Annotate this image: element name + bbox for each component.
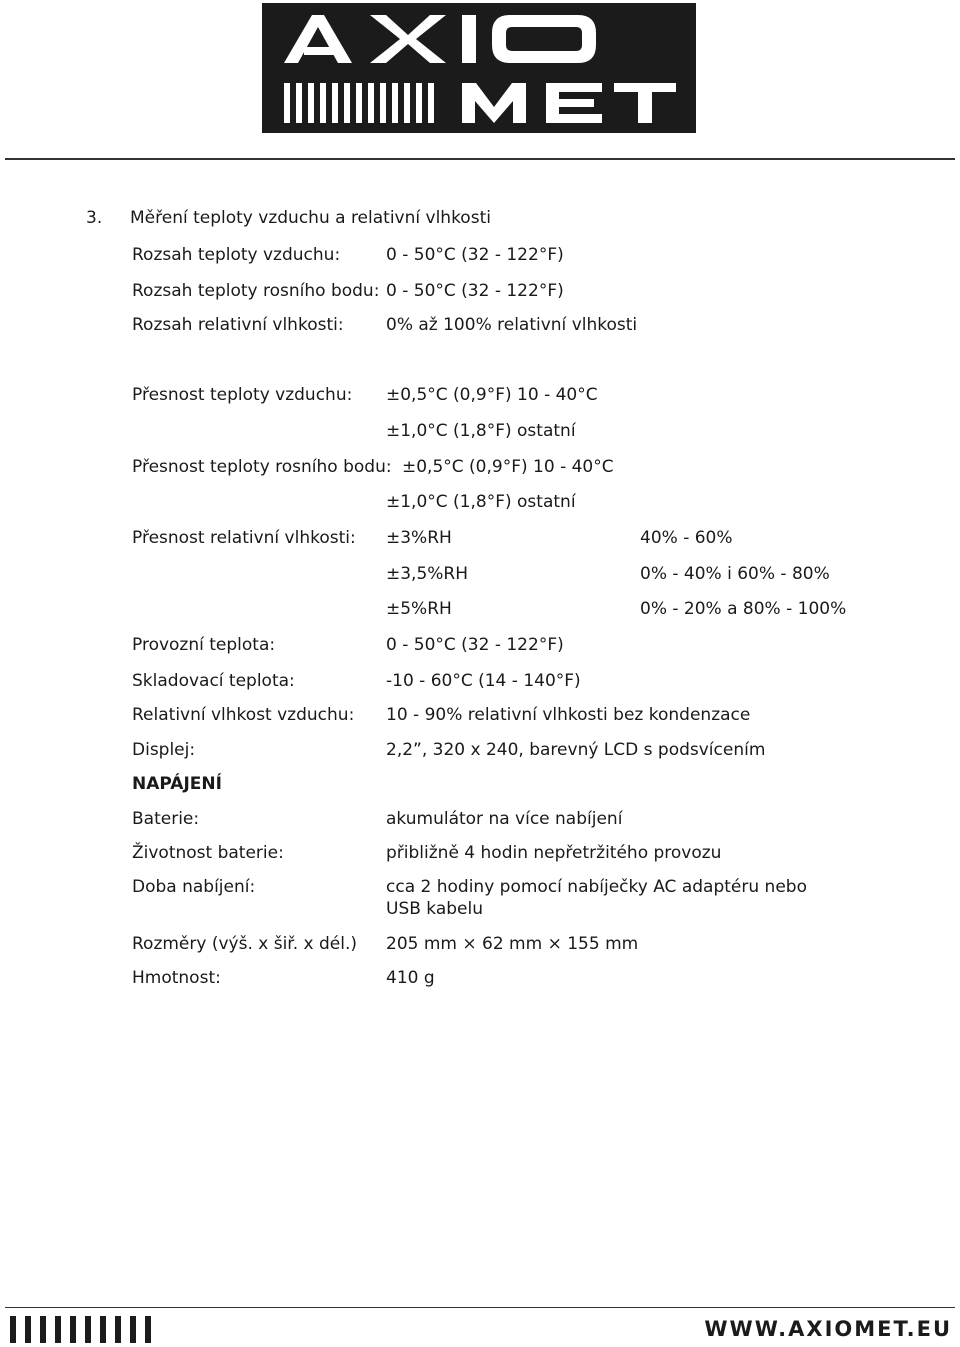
spec-value: přibližně 4 hodin nepřetržitého provozu [386, 843, 722, 863]
spec-label: Rozsah teploty rosního bodu: [132, 281, 380, 301]
spec-value: 10 - 90% relativní vlhkosti bez kondenzace [386, 705, 751, 725]
spec-label: Skladovací teplota: [132, 671, 295, 691]
spec-value: 410 g [386, 968, 435, 988]
spec-value: 2,2”, 320 x 240, barevný LCD s podsvícením [386, 740, 766, 760]
spec-value: ±3,5%RH [386, 564, 469, 584]
spec-label: Přesnost teploty vzduchu: [132, 385, 353, 405]
footer-bars-decoration [10, 1316, 151, 1343]
spec-value: ±5%RH [386, 599, 452, 619]
spec-value: 0 - 50°C (32 - 122°F) [386, 281, 564, 301]
spec-label: Baterie: [132, 809, 200, 829]
spec-label: Životnost baterie: [132, 843, 284, 863]
spec-label: Displej: [132, 740, 196, 760]
spec-label: Rozměry (výš. x šiř. x dél.) [132, 934, 358, 954]
axiomet-logo [262, 3, 696, 133]
spec-value: ±1,0°C (1,8°F) ostatní [386, 492, 576, 512]
spec-value: 0 - 50°C (32 - 122°F) [386, 245, 564, 265]
spec-label: Hmotnost: [132, 968, 221, 988]
spec-label: Přesnost relativní vlhkosti: [132, 528, 356, 548]
spec-value: cca 2 hodiny pomocí nabíječky AC adaptéru nebo [386, 877, 807, 897]
spec-value: ±1,0°C (1,8°F) ostatní [386, 421, 576, 441]
spec-label: Relativní vlhkost vzduchu: [132, 705, 355, 725]
spec-range: 0% - 40% i 60% - 80% [640, 564, 830, 584]
spec-label: Provozní teplota: [132, 635, 276, 655]
spec-value: 205 mm × 62 mm × 155 mm [386, 934, 639, 954]
spec-label: Rozsah relativní vlhkosti: [132, 315, 344, 335]
power-heading: NAPÁJENÍ [132, 774, 222, 794]
spec-label: Rozsah teploty vzduchu: [132, 245, 341, 265]
footer-divider [5, 1307, 955, 1308]
spec-value: akumulátor na více nabíjení [386, 809, 623, 829]
spec-value: USB kabelu [386, 899, 484, 919]
spec-value: 0% až 100% relativní vlhkosti [386, 315, 638, 335]
spec-value: 0 - 50°C (32 - 122°F) [386, 635, 564, 655]
spec-range: 40% - 60% [640, 528, 733, 548]
spec-range: 0% - 20% a 80% - 100% [640, 599, 847, 619]
header-divider [5, 158, 955, 160]
spec-value: ±0,5°C (0,9°F) 10 - 40°C [386, 385, 598, 405]
section-number: 3. [86, 208, 103, 228]
spec-value: -10 - 60°C (14 - 140°F) [386, 671, 581, 691]
section-title: Měření teploty vzduchu a relativní vlhkosti [130, 208, 491, 228]
footer-website: WWW.AXIOMET.EU [704, 1317, 952, 1341]
spec-label: Přesnost teploty rosního bodu: [132, 457, 392, 477]
spec-value: ±0,5°C (0,9°F) 10 - 40°C [402, 457, 614, 477]
spec-label: Doba nabíjení: [132, 877, 256, 897]
spec-value: ±3%RH [386, 528, 452, 548]
